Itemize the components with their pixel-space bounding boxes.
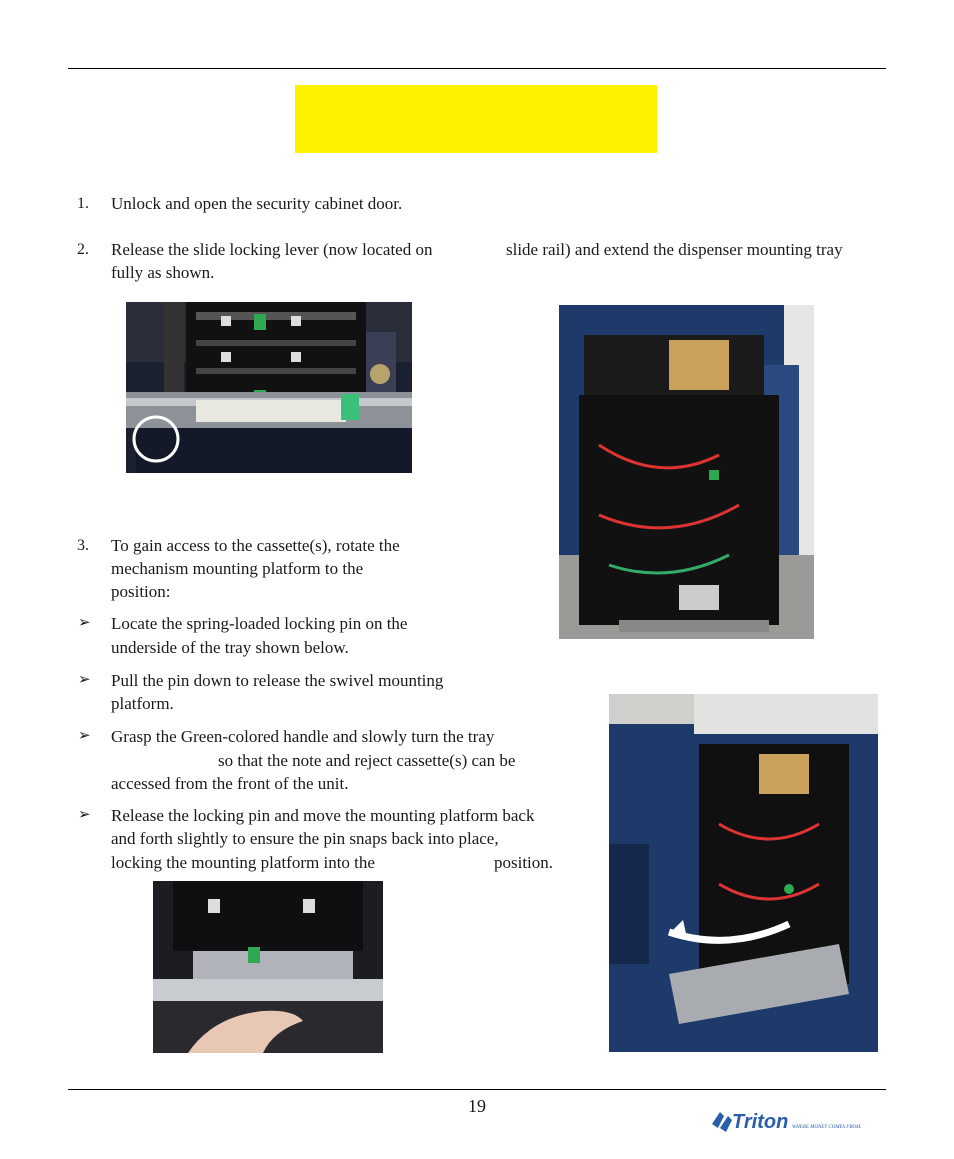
step-text: mechanism mounting platform to the [111,559,364,578]
triton-logo [710,1106,880,1136]
arrow-bullet-icon: ➢ [78,615,91,631]
footer-rule [68,1089,886,1090]
warning-banner [295,85,657,153]
step-number: 1. [77,195,89,212]
bullet-text: Locate the spring-loaded locking pin on the [111,614,408,633]
step-number: 2. [77,241,89,258]
bullet-text: so that the note and reject cassette(s) can be [218,751,516,770]
step-text: Release the slide locking lever (now located on [111,240,433,259]
photo-slide-lever [126,302,412,473]
arrow-bullet-icon: ➢ [78,807,91,823]
photo-locking-pin [153,881,383,1053]
bullet-text: position. [494,853,554,872]
logo-tagline: WHERE MONEY COMES FROM. [792,1125,862,1130]
step-text: Unlock and open the security cabinet door. [111,194,403,213]
bullet-text: Pull the pin down to release the swivel mounting [111,671,444,690]
step-number: 3. [77,537,89,554]
photo-extended-tray [559,305,814,639]
bullet-text: platform. [111,694,174,713]
arrow-bullet-icon: ➢ [78,728,91,744]
step-text: fully as shown. [111,263,215,282]
step-text: slide rail) and extend the dispenser mounting tray [506,240,843,259]
bullet-text: underside of the tray shown below. [111,638,349,657]
logo-wordmark: Triton [732,1111,789,1133]
step-text: To gain access to the cassette(s), rotate the [111,536,400,555]
bullet-text: accessed from the front of the unit. [111,774,349,793]
header-rule [68,68,886,69]
photo-rotated-platform [609,694,878,1052]
arrow-bullet-icon: ➢ [78,672,91,688]
page-number: 19 [468,1096,486,1116]
bullet-text: Grasp the Green-colored handle and slowly turn the tray [111,727,495,746]
step-text: position: [111,582,171,601]
bullet-text: and forth slightly to ensure the pin snaps back into place, [111,829,499,848]
bullet-text: locking the mounting platform into the [111,853,375,872]
bullet-text: Release the locking pin and move the mounting platform back [111,806,535,825]
